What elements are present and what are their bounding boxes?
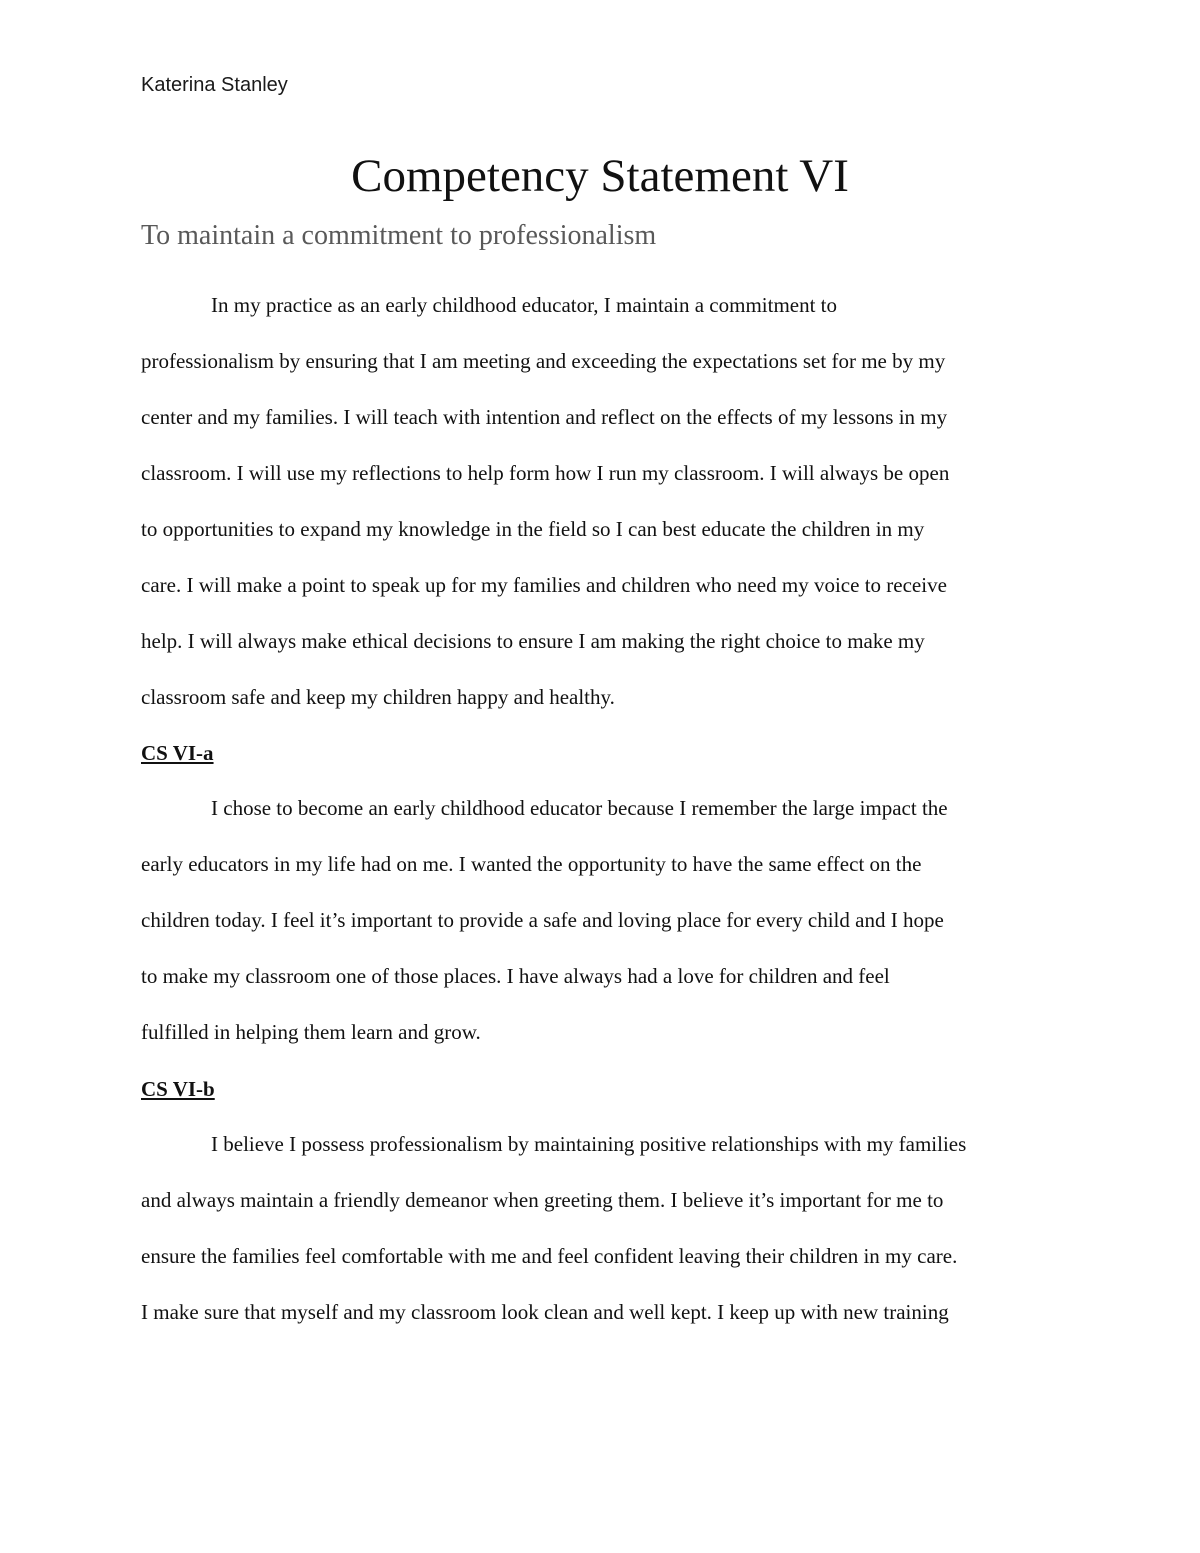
intro-paragraph — [141, 277, 1071, 725]
section-a-paragraph — [141, 780, 1071, 1060]
paragraph-line: to opportunities to expand my knowledge in the field so I can best educate the children in my — [141, 517, 925, 541]
page-title: Competency Statement VI — [351, 150, 849, 202]
page-subtitle: To maintain a commitment to professionalism — [141, 220, 657, 251]
paragraph-line: early educators in my life had on me. I wanted the opportunity to have the same effect on the — [141, 852, 922, 876]
paragraph-line: I believe I possess professionalism by maintaining positive relationships with my families — [211, 1132, 967, 1156]
paragraph-line: children today. I feel it’s important to provide a safe and loving place for every child and I hope — [141, 908, 944, 932]
paragraph-line: care. I will make a point to speak up for my families and children who need my voice to receive — [141, 573, 947, 597]
paragraph-line: I chose to become an early childhood educator because I remember the large impact the — [211, 796, 948, 820]
paragraph-line: help. I will always make ethical decisions to ensure I am making the right choice to make my — [141, 629, 925, 653]
paragraph-line: to make my classroom one of those places. I have always had a love for children and feel — [141, 964, 890, 988]
section-b-paragraph — [141, 1116, 1071, 1340]
section-heading-a: CS VI-a — [141, 741, 214, 765]
paragraph-line: professionalism by ensuring that I am meeting and exceeding the expectations set for me by my — [141, 349, 946, 373]
author-name: Katerina Stanley — [141, 74, 288, 96]
paragraph-line: and always maintain a friendly demeanor when greeting them. I believe it’s important for me to — [141, 1188, 944, 1212]
paragraph-line: center and my families. I will teach with intention and reflect on the effects of my lessons in my — [141, 405, 948, 429]
paragraph-line: classroom. I will use my reflections to help form how I run my classroom. I will always be open — [141, 461, 950, 485]
paragraph-line: ensure the families feel comfortable with me and feel confident leaving their children in my care. — [141, 1244, 958, 1268]
section-heading-b: CS VI-b — [141, 1077, 215, 1101]
paragraph-line: fulfilled in helping them learn and grow. — [141, 1020, 481, 1044]
paragraph-line: In my practice as an early childhood educator, I maintain a commitment to — [211, 293, 838, 317]
paragraph-line: classroom safe and keep my children happy and healthy. — [141, 685, 615, 709]
paragraph-line: I make sure that myself and my classroom look clean and well kept. I keep up with new training — [141, 1300, 949, 1324]
